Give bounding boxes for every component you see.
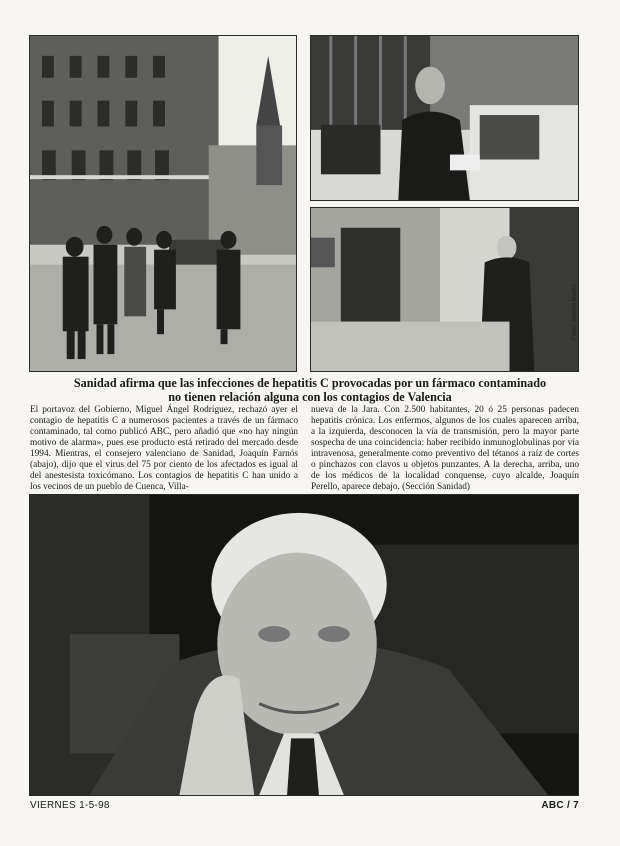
footer-page-number: ABC / 7	[541, 800, 579, 811]
headline-line-2: no tienen relación alguna con los contagios de Valencia	[168, 390, 452, 404]
headline-line-1: Sanidad afirma que las infecciones de hepatitis C provocadas por un fármaco contaminado	[73, 376, 547, 390]
woman-at-doorway-photo	[310, 207, 579, 372]
article-column-2: nueva de la Jara. Con 2.500 habitantes, 20 ó 25 personas padecen hepatitis crónica. Los enfermos, algunos de los cuales aparecen arriba, a la izquierda, desconocen la vía de transmisión, pero la mayor parte sospecha de una coincidencia: haber recibido inmunoglobulinas por vía intravenosa, generalmente como preventivo del tétanos a raíz de cortes o pinchazos con clavos u objetos punzantes. A la derecha, arriba, uno de los médicos de la localidad conquense, cuyo alcalde, Joaquín Perello, aparece debajo. (Sección Sanidad)	[311, 405, 579, 492]
street-scene-photo	[29, 35, 297, 372]
headline	[30, 376, 590, 404]
photo-credit: Fotos: Alberto Martín	[572, 284, 578, 340]
elderly-man-portrait-photo	[29, 494, 579, 796]
article-column-1: El portavoz del Gobierno, Miguel Ángel Rodríguez, rechazó ayer el contagio de hepatitis C a numerosos pacientes a través de un fármaco contaminado, tal como publicó ABC, pero añadió que «no hay ningún motivo de alarma», pues ese producto está retirado del mercado desde 1994. Mientras, el consejero valenciano de Sanidad, Joaquín Farnós (abajo), dijo que el virus del 75 por ciento de los afectados es igual al del anestesista toxicómano. Los contagios de hepatitis C han unido a los vecinos de un pueblo de Cuenca, Villa-	[30, 405, 298, 492]
man-at-car-photo	[310, 35, 579, 201]
footer-date: VIERNES 1-5-98	[30, 800, 110, 811]
